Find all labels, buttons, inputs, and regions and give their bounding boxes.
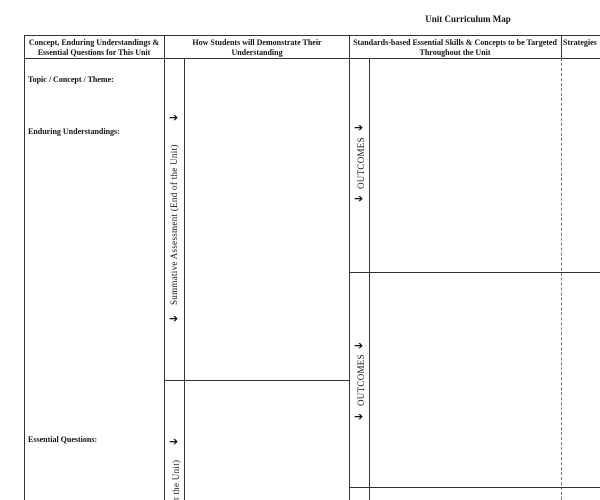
header-col-demonstrate: How Students will Demonstrate Their Understanding bbox=[192, 38, 322, 57]
outcomes-label-2: OUTCOMES bbox=[356, 354, 366, 406]
col-divider-1 bbox=[164, 35, 165, 500]
arrow-icon: ➔ bbox=[354, 192, 364, 205]
arrow-icon: ➔ bbox=[354, 339, 364, 352]
summative-assessment-label: Summative Assessment (End of the Unit) bbox=[169, 144, 179, 305]
col-divider-3 bbox=[561, 35, 562, 58]
arrow-icon: ➔ bbox=[354, 121, 364, 134]
outcomes-label-1: OUTCOMES bbox=[356, 137, 366, 189]
outcomes-row-divider-1 bbox=[349, 272, 600, 273]
assessment-row-divider bbox=[164, 380, 349, 381]
page-title: Unit Curriculum Map bbox=[425, 14, 511, 24]
col-divider-2 bbox=[349, 35, 350, 500]
summative-assessment-label-partial: t the Unit) bbox=[171, 459, 181, 500]
arrow-icon: ➔ bbox=[354, 410, 364, 423]
arrow-icon: ➔ bbox=[169, 312, 179, 325]
header-bottom-border bbox=[24, 58, 600, 59]
arrow-icon: ➔ bbox=[169, 111, 179, 124]
header-col-strategies: Strategies bbox=[563, 38, 597, 47]
col-divider-left-edge bbox=[24, 35, 25, 500]
header-col-standards: Standards-based Essential Skills & Concepts to be Targeted Throughout the Unit bbox=[353, 38, 557, 57]
header-col-concept: Concept, Enduring Understandings & Essential Questions for This Unit bbox=[28, 38, 160, 57]
enduring-understandings-label: Enduring Understandings: bbox=[28, 127, 120, 136]
outcomes-label-divider bbox=[369, 58, 370, 500]
outcomes-row-divider-2 bbox=[349, 487, 600, 488]
essential-questions-label: Essential Questions: bbox=[28, 435, 98, 444]
arrow-icon: ➔ bbox=[169, 435, 179, 448]
assessment-label-divider bbox=[184, 58, 185, 500]
topic-label: Topic / Concept / Theme: bbox=[28, 75, 114, 84]
table-top-border bbox=[24, 35, 600, 36]
col-divider-3-dashed bbox=[561, 58, 562, 500]
